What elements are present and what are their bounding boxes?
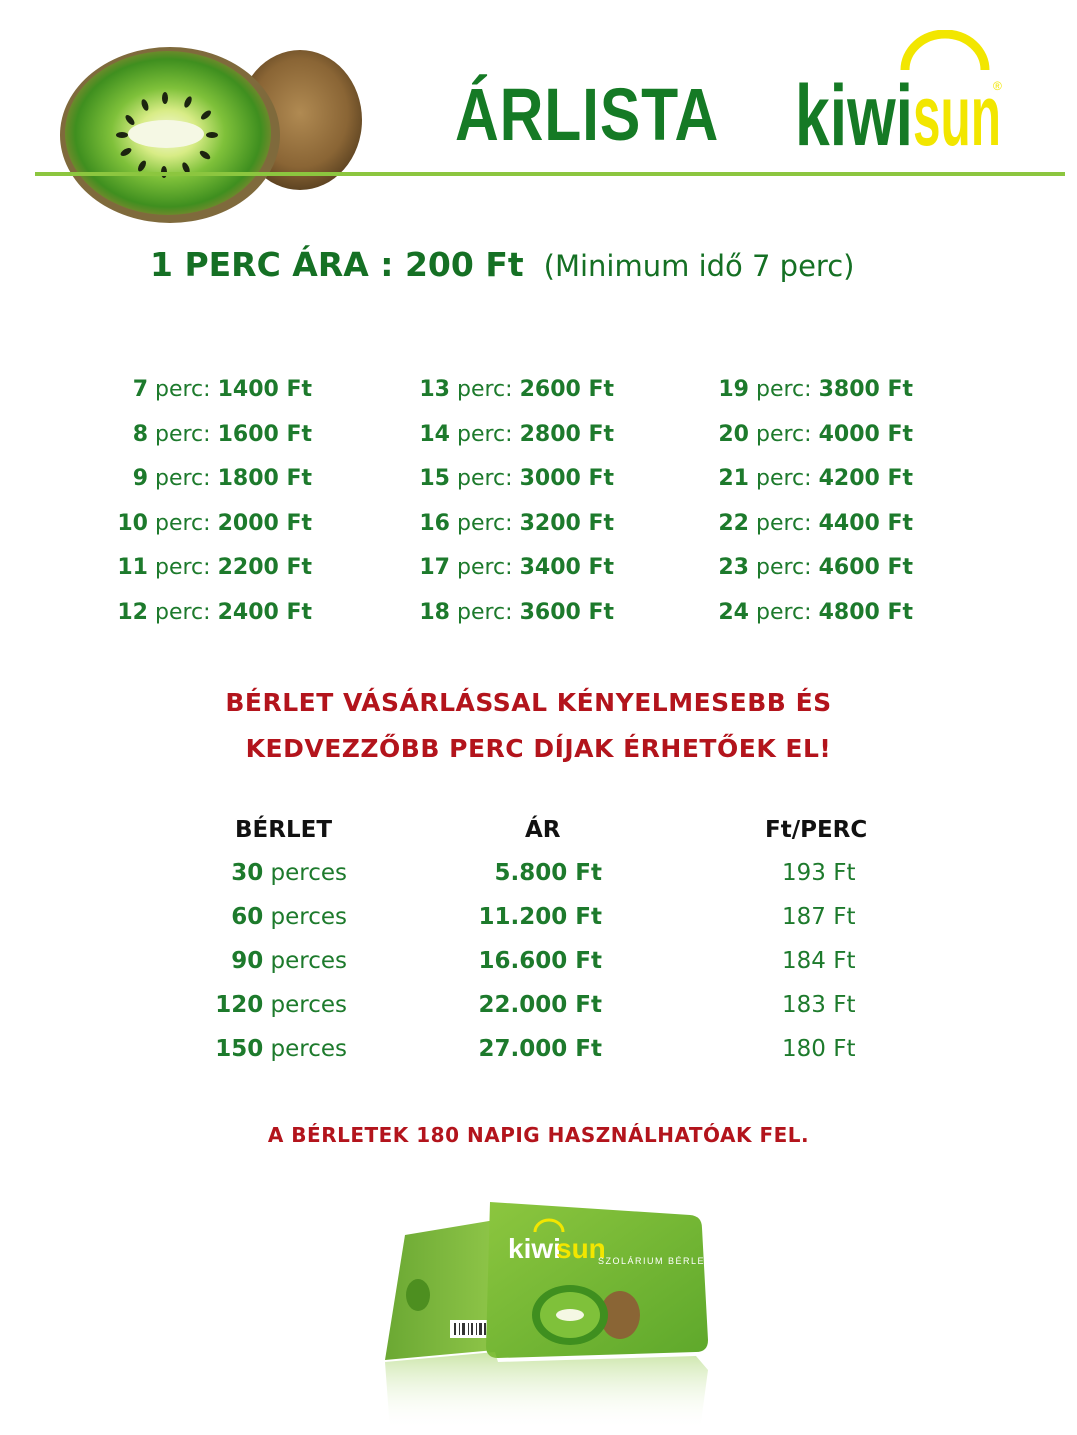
minutes-value: 16 [419, 510, 450, 536]
header-divider [35, 172, 1065, 176]
minutes-value: 21 [718, 466, 749, 492]
minute-price-value: 1400 Ft [217, 377, 313, 402]
minute-price-row [110, 550, 370, 595]
pass-unit: perces [270, 1036, 347, 1062]
page-title: ÁRLISTA [455, 73, 720, 156]
minutes-unit-label: perc: [457, 466, 513, 492]
pass-duration-cell [215, 1036, 347, 1062]
minute-price-value: 1800 Ft [217, 466, 313, 492]
minutes-unit-label: perc: [756, 510, 812, 536]
minutes-unit-label: perc: [457, 510, 513, 536]
pass-duration-cell [231, 860, 347, 886]
minute-price-row [110, 461, 370, 506]
minute-price-value: 3800 Ft [818, 377, 914, 402]
validity-note: A BÉRLETEK 180 NAPIG HASZNÁLHATÓAK FEL. [267, 1123, 810, 1147]
promo-text-line-2: KEDVEZZŐBB PERC DÍJAK ÉRHETŐEK EL! [245, 734, 832, 763]
minute-price-column-2 [405, 372, 665, 640]
pass-unit: perces [270, 948, 347, 974]
pass-minutes: 30 [231, 860, 264, 886]
minute-price-row [405, 461, 665, 506]
pass-minutes: 150 [215, 1036, 264, 1062]
kiwisun-logo [795, 30, 1010, 155]
kiwi-fruit-image [60, 40, 380, 230]
minute-price-value: 3200 Ft [519, 510, 615, 536]
minutes-unit-label: perc: [756, 377, 812, 402]
pass-duration-cell [215, 992, 347, 1018]
minute-price-value: 4600 Ft [818, 555, 914, 581]
minutes-unit-label: perc: [155, 510, 211, 536]
table-row [0, 992, 1077, 1036]
minutes-unit-label: perc: [457, 599, 513, 625]
card-logo-kiwi-text: kiwi [508, 1233, 561, 1264]
minute-price-row [703, 550, 963, 595]
pass-duration-cell [231, 948, 347, 974]
table-row [0, 860, 1077, 904]
table-row [0, 904, 1077, 948]
pass-price-per-minute: 187 Ft [782, 904, 856, 930]
minute-price-column-3 [703, 372, 963, 640]
minutes-value: 19 [718, 377, 749, 402]
minute-price-value: 1600 Ft [217, 421, 313, 447]
logo-sun-arc-icon [905, 34, 985, 70]
minutes-value: 24 [718, 599, 749, 625]
table-row [0, 1036, 1077, 1080]
pass-minutes: 90 [231, 948, 264, 974]
pass-minutes: 120 [215, 992, 264, 1018]
minutes-unit-label: perc: [457, 377, 513, 402]
minute-price-value: 2200 Ft [217, 555, 313, 581]
registered-mark: ® [993, 79, 1002, 93]
minutes-unit-label: perc: [756, 599, 812, 625]
minute-price-row [110, 506, 370, 551]
minute-price-row [703, 506, 963, 551]
price-per-minute [150, 245, 970, 295]
minute-price-column-1 [110, 372, 370, 640]
minute-price-value: 2400 Ft [217, 599, 313, 625]
promo-text-line-1: BÉRLET VÁSÁRLÁSSAL KÉNYELMESEBB ÉS [225, 688, 832, 717]
card-back-shape [385, 1220, 495, 1360]
pass-minutes: 60 [231, 904, 264, 930]
minute-price-row [110, 595, 370, 640]
minutes-unit-label: perc: [155, 421, 211, 447]
minute-price-row [405, 506, 665, 551]
pass-price: 5.800 Ft [494, 860, 602, 886]
pass-price: 27.000 Ft [478, 1036, 602, 1062]
minute-price-value: 4200 Ft [818, 466, 914, 492]
price-per-minute-main: 1 PERC ÁRA : 200 Ft [150, 245, 524, 284]
minutes-unit-label: perc: [756, 466, 812, 492]
minute-price-value: 3000 Ft [519, 466, 615, 492]
pass-unit: perces [270, 904, 347, 930]
minute-price-value: 3600 Ft [519, 599, 615, 625]
minute-price-row [110, 372, 370, 417]
minimum-time-note: (Minimum idő 7 perc) [543, 249, 855, 283]
pass-price: 22.000 Ft [478, 992, 602, 1018]
minute-price-value: 2600 Ft [519, 377, 615, 402]
minutes-unit-label: perc: [457, 555, 513, 581]
table-row [0, 948, 1077, 992]
minute-price-row [110, 417, 370, 462]
minutes-unit-label: perc: [457, 421, 513, 447]
minutes-value: 12 [117, 599, 148, 625]
minute-price-value: 4000 Ft [818, 421, 914, 447]
minute-price-value: 2000 Ft [217, 510, 313, 536]
pass-price-per-minute: 193 Ft [782, 860, 856, 886]
pass-price-per-minute: 183 Ft [782, 992, 856, 1018]
minute-price-value: 2800 Ft [519, 421, 615, 447]
minutes-value: 10 [117, 510, 148, 536]
minute-price-value: 4400 Ft [818, 510, 914, 536]
table-header-pass: BÉRLET [235, 817, 333, 843]
minute-price-row [405, 595, 665, 640]
pass-duration-cell [231, 904, 347, 930]
minutes-value: 20 [718, 421, 749, 447]
minutes-value: 17 [419, 555, 450, 581]
card-logo-sun-text: sun [556, 1233, 606, 1264]
pass-unit: perces [270, 860, 347, 886]
pass-price-per-minute: 180 Ft [782, 1036, 856, 1062]
minutes-unit-label: perc: [155, 466, 211, 492]
minutes-value: 13 [419, 377, 450, 402]
minute-price-value: 3400 Ft [519, 555, 615, 581]
logo-sun-text: sun [913, 68, 1001, 155]
minutes-value: 14 [419, 421, 450, 447]
table-header-price: ÁR [525, 817, 561, 843]
minutes-value: 11 [117, 555, 148, 581]
minutes-value: 23 [718, 555, 749, 581]
minutes-unit-label: perc: [155, 555, 211, 581]
tanning-pass-card-image [370, 1180, 730, 1430]
minutes-value: 22 [718, 510, 749, 536]
minutes-value: 18 [419, 599, 450, 625]
table-header-per-minute: Ft/PERC [765, 817, 868, 843]
pass-unit: perces [270, 992, 347, 1018]
minute-price-row [703, 461, 963, 506]
minutes-value: 8 [132, 421, 148, 447]
minutes-unit-label: perc: [756, 555, 812, 581]
card-label: SZOLÁRIUM BÉRLET [598, 1256, 713, 1266]
minutes-unit-label: perc: [155, 377, 211, 402]
pass-price: 11.200 Ft [478, 904, 602, 930]
minutes-value: 15 [419, 466, 450, 492]
minutes-unit-label: perc: [756, 421, 812, 447]
minute-price-row [405, 417, 665, 462]
minute-price-row [703, 372, 963, 417]
minute-price-row [405, 550, 665, 595]
minutes-value: 9 [132, 466, 148, 492]
logo-kiwi-text: kiwi [795, 68, 913, 155]
minute-price-row [703, 417, 963, 462]
minutes-value: 7 [132, 377, 148, 402]
minute-price-value: 4800 Ft [818, 599, 914, 625]
minute-price-row [703, 595, 963, 640]
pass-price: 16.600 Ft [478, 948, 602, 974]
minute-price-row [405, 372, 665, 417]
minutes-unit-label: perc: [155, 599, 211, 625]
pass-price-per-minute: 184 Ft [782, 948, 856, 974]
